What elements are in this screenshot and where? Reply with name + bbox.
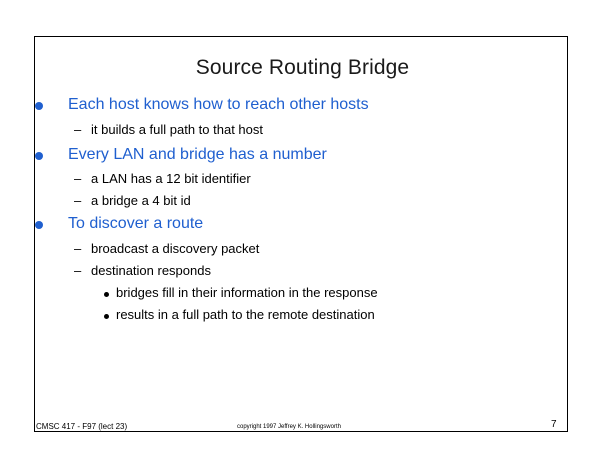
bullet-2-subitem-2: a bridge a 4 bit id xyxy=(91,193,191,208)
bullet-2-text: Every LAN and bridge has a number xyxy=(68,146,327,163)
bullet-dot-3 xyxy=(35,221,43,229)
bullet-1-subitem-1: it builds a full path to that host xyxy=(91,122,263,137)
dash-1-1: – xyxy=(74,122,82,137)
slide-title: Source Routing Bridge xyxy=(195,56,410,79)
bullet-dot-1 xyxy=(35,102,43,110)
bullet-2-subitem-1: a LAN has a 12 bit identifier xyxy=(91,171,251,186)
bullet-3-subitem-1: broadcast a discovery packet xyxy=(91,241,260,256)
bullet-3-subsubitem-1: bridges fill in their information in the response xyxy=(116,285,378,300)
bullet-3-text: To discover a route xyxy=(68,215,204,232)
bullet-1-text: Each host knows how to reach other hosts xyxy=(68,96,369,113)
subbullet-dot-3-2-1 xyxy=(104,292,109,297)
dash-2-1: – xyxy=(74,171,82,186)
subbullet-dot-3-2-2 xyxy=(104,314,109,319)
footer-course-label: CMSC 417 - F97 (lect 23) xyxy=(36,422,128,431)
page-number: 7 xyxy=(551,419,557,430)
bullet-3-subitem-2: destination responds xyxy=(91,263,211,278)
bullet-dot-2 xyxy=(35,152,43,160)
footer-copyright: copyright 1997 Jeffrey K. Hollingsworth xyxy=(237,424,341,430)
dash-3-2: – xyxy=(74,263,82,278)
dash-3-1: – xyxy=(74,241,82,256)
bullet-3-subsubitem-2: results in a full path to the remote destination xyxy=(116,307,375,322)
dash-2-2: – xyxy=(74,193,82,208)
